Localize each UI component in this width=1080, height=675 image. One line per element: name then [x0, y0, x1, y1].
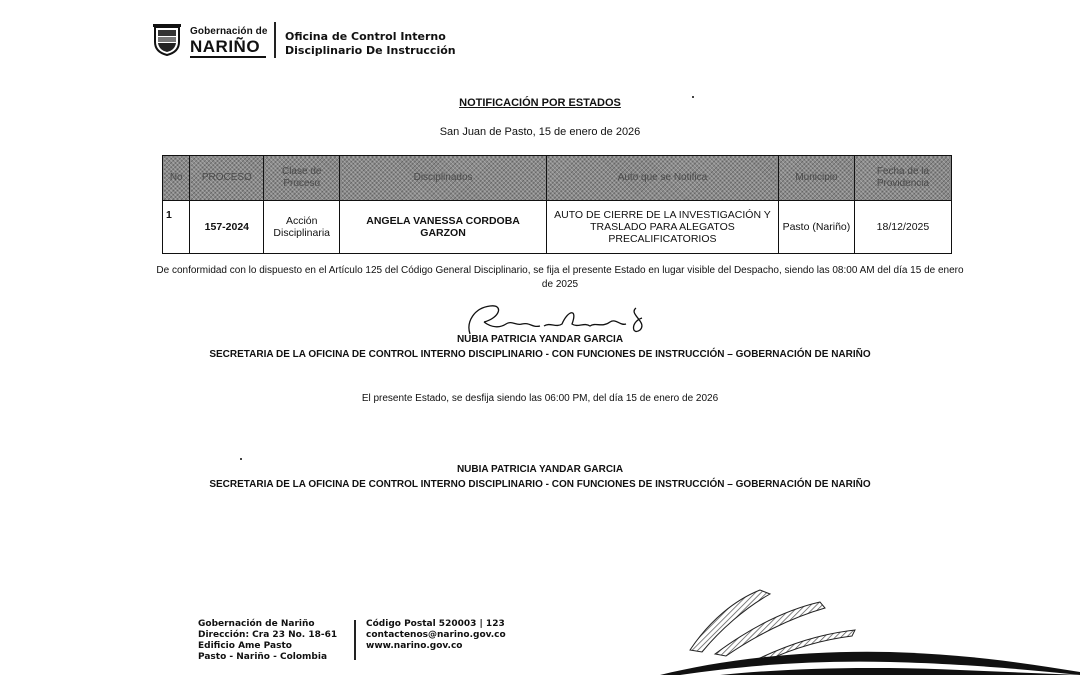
- footer-divider: [354, 620, 356, 660]
- coat-of-arms-icon: [152, 24, 182, 56]
- footer-address-line: Gobernación de Nariño: [198, 619, 315, 629]
- col-header-proceso: PROCESO: [190, 156, 264, 201]
- col-header-municipio: Municipio: [778, 156, 854, 201]
- scan-speck: [240, 458, 242, 460]
- notification-table: [162, 155, 952, 254]
- cell-no: 1: [163, 201, 190, 254]
- unfix-statement: El presente Estado, se desfija siendo las 06:00 PM, del día 15 de enero de 2026: [361, 393, 719, 404]
- cell-clase: Acción Disciplinaria: [264, 201, 340, 254]
- office-name-line2: Disciplinario De Instrucción: [285, 44, 456, 57]
- logo-underline: [190, 56, 266, 58]
- col-header-disciplinados: Disciplinados: [340, 156, 547, 201]
- logo-small-text: Gobernación de: [190, 26, 268, 37]
- document-title: [0, 97, 1080, 109]
- cell-municipio: Pasto (Nariño): [778, 201, 854, 254]
- cell-disciplinados: ANGELA VANESSA CORDOBA GARZON: [340, 201, 547, 254]
- office-name-line1: Oficina de Control Interno: [285, 30, 446, 43]
- gobernacion-logo: [152, 22, 268, 58]
- table-header-row: [163, 156, 952, 201]
- signer-role-2: SECRETARIA DE LA OFICINA DE CONTROL INTERNO DISCIPLINARIO - CON FUNCIONES DE INSTRUCCIÓN – GOBERNACIÓN DE NARIÑO: [209, 479, 871, 490]
- signer-name: NUBIA PATRICIA YANDAR GARCIA: [456, 334, 624, 345]
- footer-address-line: Edificio Ame Pasto: [198, 641, 292, 651]
- footer-address: [198, 619, 337, 663]
- signer-name-2: NUBIA PATRICIA YANDAR GARCIA: [456, 464, 624, 475]
- footer-logo-arcs: [660, 580, 1080, 675]
- footer-contact: [366, 619, 506, 652]
- col-header-no: No: [163, 156, 190, 201]
- cell-proceso: 157-2024: [190, 201, 264, 254]
- table-row: [163, 201, 952, 254]
- conformity-paragraph: De conformidad con lo dispuesto en el Artículo 125 del Código General Disciplinario, se fija el presente Estado en lugar visible del Despacho, siendo las 08:00 AM del día 15 de enero de 2025: [156, 265, 964, 290]
- signer-role: SECRETARIA DE LA OFICINA DE CONTROL INTERNO DISCIPLINARIO - CON FUNCIONES DE INSTRUCCIÓN – GOBERNACIÓN DE NARIÑO: [209, 349, 871, 360]
- footer-email: contactenos@narino.gov.co: [366, 630, 506, 640]
- footer-postal-code: Código Postal 520003 | 123: [366, 619, 505, 629]
- scan-speck: [692, 96, 694, 98]
- cell-auto: AUTO DE CIERRE DE LA INVESTIGACIÓN Y TRASLADO PARA ALEGATOS PRECALIFICATORIOS: [546, 201, 778, 254]
- col-header-auto: Auto que se Notifica: [546, 156, 778, 201]
- footer-address-line: Pasto - Nariño - Colombia: [198, 652, 328, 662]
- document-title-text: NOTIFICACIÓN POR ESTADOS: [459, 97, 621, 109]
- logo-big-text: NARIÑO: [190, 37, 261, 56]
- col-header-clase: Clase de Proceso: [264, 156, 340, 201]
- footer-address-line: Dirección: Cra 23 No. 18-61: [198, 630, 338, 640]
- cell-fecha: 18/12/2025: [854, 201, 951, 254]
- col-header-fecha: Fecha de la Providencia: [854, 156, 951, 201]
- date-line: San Juan de Pasto, 15 de enero de 2026: [439, 126, 641, 138]
- header-divider: [274, 22, 276, 58]
- footer-website: www.narino.gov.co: [366, 641, 463, 651]
